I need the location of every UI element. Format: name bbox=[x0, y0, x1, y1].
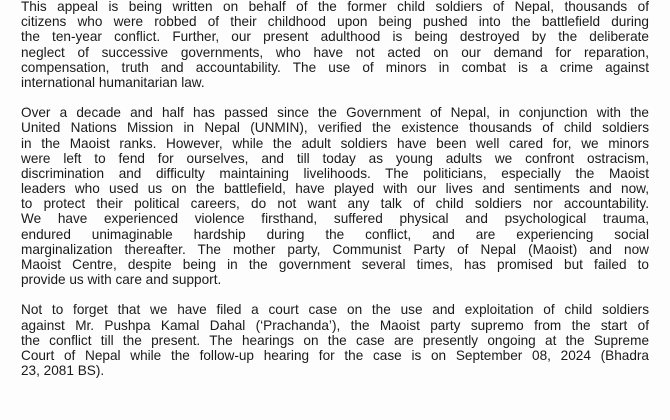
text-line: compensation, truth and accountability. The use of minors in combat is a crime against bbox=[21, 59, 649, 75]
text-line: This appeal is being written on behalf of the former child soldiers of Nepal, thousands of bbox=[21, 0, 649, 14]
paragraph-gap bbox=[21, 90, 649, 105]
text-line: We have experienced violence firsthand, suffered physical and psychological trauma, bbox=[21, 211, 649, 227]
text-line: were left to fend for ourselves, and till today as young adults we confront ostracism, bbox=[21, 150, 649, 166]
paragraph-gap bbox=[21, 287, 649, 302]
text-line: the ten-year conflict. Further, our present adulthood is being destroyed by the deliberate bbox=[21, 29, 649, 45]
text-line: neglect of successive governments, who have not acted on our demand for reparation, bbox=[21, 44, 649, 60]
text-line: provide us with care and support. bbox=[21, 272, 222, 288]
text-line: in the Maoist ranks. However, while the adult soldiers have been well cared for, we minors bbox=[21, 135, 649, 151]
page-bottom-edge bbox=[0, 412, 670, 420]
text-line: to protect their political careers, do not want any talk of child soldiers nor accountability. bbox=[21, 196, 649, 212]
text-line: Maoist Centre, despite being in the government several times, has promised but failed to bbox=[21, 257, 649, 272]
text-line: 23, 2081 BS). bbox=[21, 363, 105, 379]
text-line: Not to forget that we have filed a court case on the use and exploitation of child soldiers bbox=[21, 302, 649, 318]
text-line: marginalization thereafter. The mother party, Communist Party of Nepal (Maoist) and now bbox=[21, 241, 649, 257]
text-line: against Mr. Pushpa Kamal Dahal (‘Prachanda’), the Maoist party supremo from the start of bbox=[21, 317, 649, 333]
text-line: discrimination and difficulty maintaining livelihoods. The politicians, especially the Maoist bbox=[21, 165, 649, 181]
text-line: Over a decade and half has passed since the Government of Nepal, in conjunction with the bbox=[21, 105, 649, 121]
text-line: the conflict till the present. The hearings on the case are presently ongoing at the Supreme bbox=[21, 332, 649, 348]
text-line: endured unimaginable hardship during the conflict, and are experiencing social bbox=[21, 226, 649, 242]
text-line: leaders who used us on the battlefield, have played with our lives and sentiments and now, bbox=[21, 181, 649, 197]
document-body bbox=[21, 0, 649, 378]
text-line: international humanitarian law. bbox=[21, 74, 205, 90]
text-line: citizens who were robbed of their childhood upon being pushed into the battlefield during bbox=[21, 14, 649, 30]
paragraph-court-case bbox=[21, 302, 649, 378]
paragraph-appeal-intro bbox=[21, 0, 649, 90]
text-line: Court of Nepal while the follow-up hearing for the case is on September 08, 2024 (Bhadra bbox=[21, 347, 649, 363]
paragraph-unmin-verification bbox=[21, 105, 649, 287]
text-line: United Nations Mission in Nepal (UNMIN), verified the existence thousands of child soldiers bbox=[21, 120, 649, 136]
